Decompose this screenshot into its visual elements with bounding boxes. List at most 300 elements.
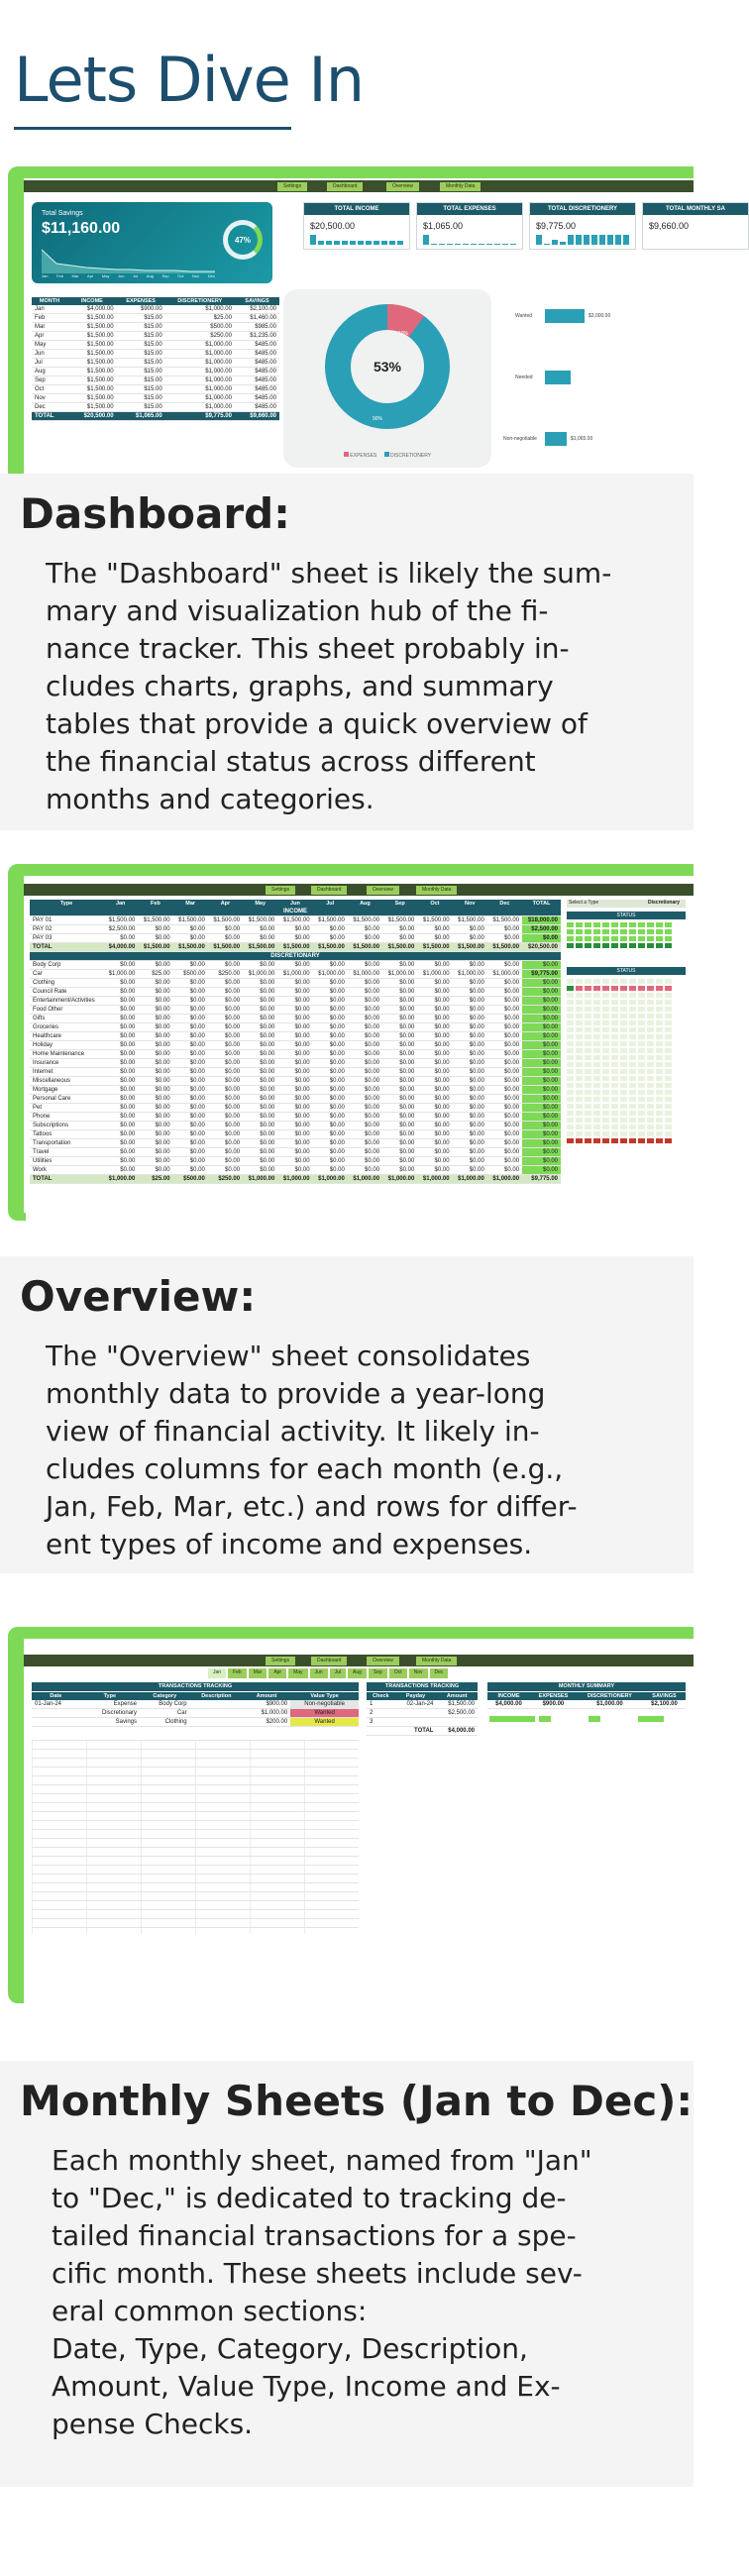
status-row: [567, 1062, 686, 1067]
table-header-row: [32, 1692, 359, 1700]
status-square: [638, 1014, 645, 1019]
tab-settings[interactable]: Settings: [277, 182, 307, 191]
table-cell: $1,500.00: [348, 916, 382, 925]
table-cell: $0.00: [138, 1006, 172, 1015]
table-row: [32, 332, 279, 341]
status-square: [567, 1131, 574, 1136]
table-cell: $0.00: [348, 961, 382, 970]
status-square: [647, 1069, 654, 1074]
tab-monthly-data[interactable]: Monthly Data: [440, 182, 481, 191]
table-cell[interactable]: $900.00: [243, 1700, 290, 1709]
table-cell: $1,500.00: [67, 332, 117, 341]
table-cell: $0.00: [453, 1148, 487, 1157]
table-header-row: [487, 1692, 686, 1700]
table-cell: Nov: [32, 394, 67, 403]
status-square: [585, 1125, 591, 1129]
table-cell: $1,500.00: [208, 943, 243, 952]
status-square: [585, 1090, 591, 1095]
status-square: [567, 979, 574, 984]
table-row: [30, 961, 561, 970]
page-title: Lets Dive In: [14, 44, 365, 116]
tab-dashboard[interactable]: Dashboard: [311, 1657, 347, 1665]
table-cell: $0.00: [453, 1122, 487, 1130]
table-cell: $0.00: [522, 979, 561, 988]
tab-monthly-data[interactable]: Monthly Data: [416, 1657, 457, 1665]
table-cell: $0.00: [487, 1122, 522, 1130]
table-cell: $1,000.00: [348, 1175, 382, 1184]
table-cell: $0.00: [243, 1041, 277, 1050]
table-cell[interactable]: [395, 1709, 437, 1718]
status-square: [647, 922, 654, 927]
table-cell[interactable]: $1,500.00: [436, 1700, 478, 1709]
status-square: [585, 1041, 591, 1046]
table-cell[interactable]: [190, 1718, 243, 1727]
table-cell: $0.00: [522, 1139, 561, 1148]
table-cell: $0.00: [277, 979, 312, 988]
column-header: Mar: [173, 900, 208, 908]
kpi-value: $9,660.00: [649, 221, 690, 231]
status-row: [567, 1041, 686, 1046]
kpi-label: TOTAL INCOME: [304, 203, 409, 215]
status-square: [602, 1131, 609, 1136]
monthly-accent-bar: [8, 1627, 694, 1639]
table-cell: $0.00: [487, 1068, 522, 1077]
table-cell[interactable]: 3: [367, 1718, 395, 1727]
status-square: [576, 1020, 583, 1025]
tab-month-apr[interactable]: Apr: [268, 1668, 286, 1678]
status-square: [576, 1034, 583, 1039]
table-row: [30, 1023, 561, 1032]
table-cell: $1,000.00: [243, 1175, 277, 1184]
table-cell[interactable]: [32, 1718, 80, 1727]
status-square: [647, 1007, 654, 1012]
table-cell: $0.00: [522, 1006, 561, 1015]
donut-center-label: 53%: [373, 359, 402, 375]
status-square: [602, 1097, 609, 1102]
status-row: [567, 1076, 686, 1081]
bar-label-wanted: Wanted: [515, 313, 533, 319]
table-cell: $4,000.00: [67, 305, 117, 314]
table-cell: TOTAL: [30, 1175, 103, 1184]
row-label: Subscriptions: [30, 1122, 103, 1130]
table-cell: $0.00: [208, 1104, 243, 1113]
table-cell[interactable]: [395, 1718, 437, 1727]
table-cell: $0.00: [453, 1130, 487, 1139]
status-square: [611, 1034, 618, 1039]
column-header: Dec: [487, 900, 522, 908]
table-cell: $0.00: [243, 1006, 277, 1015]
status-square: [602, 1055, 609, 1060]
table-cell: $0.00: [487, 1130, 522, 1139]
kpi-label: TOTAL EXPENSES: [417, 203, 522, 215]
table-cell: $0.00: [382, 1023, 417, 1032]
table-cell: $0.00: [522, 1032, 561, 1041]
status-square: [620, 1069, 627, 1074]
table-cell: $1,500.00: [277, 916, 312, 925]
status-square: [576, 1097, 583, 1102]
table-cell: $0.00: [417, 925, 452, 934]
type-selector-value: Discretionary: [648, 900, 680, 906]
status-square: [665, 1000, 672, 1005]
status-square: [576, 986, 583, 991]
table-cell: $0.00: [382, 925, 417, 934]
status-square: [576, 1131, 583, 1136]
table-cell: $0.00: [208, 979, 243, 988]
table-cell: $0.00: [243, 1032, 277, 1041]
table-cell: $18,000.00: [522, 916, 561, 925]
tab-month-aug[interactable]: Aug: [348, 1668, 367, 1678]
status-row: [567, 922, 686, 927]
table-cell: PAY 02: [30, 925, 103, 934]
status-square: [602, 1034, 609, 1039]
section-label: DISCRETIONARY: [30, 952, 561, 961]
table-cell: $0.00: [243, 1050, 277, 1059]
total-savings-card: [32, 202, 272, 283]
status-square: [593, 1138, 600, 1143]
table-row: [30, 1130, 561, 1139]
tab-overview[interactable]: Overview: [367, 886, 399, 895]
tab-monthly-data[interactable]: Monthly Data: [416, 886, 457, 895]
table-cell: $4,000.00: [103, 943, 138, 952]
tab-month-jan[interactable]: Jan: [208, 1668, 226, 1678]
status-square: [611, 1062, 618, 1067]
table-row: [30, 916, 561, 925]
table-cell: $0.00: [138, 1068, 172, 1077]
status-square: [602, 1111, 609, 1116]
table-cell: Jun: [32, 350, 67, 359]
table-cell: $0.00: [243, 979, 277, 988]
tab-month-feb[interactable]: Feb: [228, 1668, 247, 1678]
status-square: [611, 1020, 618, 1025]
status-square: [602, 929, 609, 934]
table-cell: $0.00: [138, 1122, 172, 1130]
table-cell: $0.00: [277, 1166, 312, 1175]
table-cell: Dec: [32, 403, 67, 412]
kpi-total-discretionery: [529, 202, 636, 250]
status-square: [576, 979, 583, 984]
column-header: EXPENSES: [117, 297, 165, 305]
status-square: [620, 1125, 627, 1129]
table-cell: $0.00: [313, 1113, 348, 1122]
table-cell[interactable]: $1,000.00: [243, 1709, 290, 1718]
status-square: [656, 1090, 663, 1095]
table-cell: $0.00: [453, 934, 487, 943]
table-cell[interactable]: Car: [140, 1709, 190, 1718]
table-cell: $0.00: [103, 1006, 138, 1015]
tab-month-dec[interactable]: Dec: [430, 1668, 449, 1678]
status-square: [656, 1083, 663, 1088]
table-cell: $0.00: [103, 961, 138, 970]
table-cell: $0.00: [382, 1122, 417, 1130]
table-cell: $485.00: [235, 385, 279, 394]
table-cell: $0.00: [173, 1095, 208, 1104]
tab-month-oct[interactable]: Oct: [389, 1668, 407, 1678]
status-square: [611, 936, 618, 941]
status-square: [593, 1034, 600, 1039]
tab-month-may[interactable]: May: [288, 1668, 307, 1678]
table-cell[interactable]: 1: [367, 1700, 395, 1709]
table-cell: $0.00: [348, 1032, 382, 1041]
table-cell[interactable]: $200.00: [243, 1718, 290, 1727]
table-cell: $0.00: [417, 1122, 452, 1130]
sparkline-month-label: Dec: [207, 273, 215, 278]
table-cell: $0.00: [487, 1139, 522, 1148]
kpi-value: $9,775.00: [536, 221, 577, 231]
table-cell: $0.00: [313, 1006, 348, 1015]
table-cell: $0.00: [173, 1077, 208, 1086]
table-cell: $0.00: [277, 961, 312, 970]
table-cell: $1,500.00: [138, 943, 172, 952]
tab-overview[interactable]: Overview: [367, 1657, 399, 1665]
status-square: [585, 1076, 591, 1081]
table-cell: $0.00: [417, 1041, 452, 1050]
table-cell[interactable]: Wanted: [290, 1709, 359, 1718]
column-header: Date: [32, 1692, 80, 1700]
table-cell: $0.00: [173, 1086, 208, 1095]
table-cell: $0.00: [243, 1015, 277, 1023]
status-square: [611, 1027, 618, 1032]
income-checks-table: [367, 1692, 478, 1736]
table-cell: $0.00: [487, 1113, 522, 1122]
table-cell[interactable]: 2: [367, 1709, 395, 1718]
status-square: [620, 1055, 627, 1060]
summary-bar-savings: [638, 1716, 664, 1722]
row-label: Entertainment/Activities: [30, 997, 103, 1006]
table-cell: $0.00: [487, 1050, 522, 1059]
table-row: [32, 368, 279, 376]
table-cell: May: [32, 341, 67, 350]
table-cell: $0.00: [382, 1050, 417, 1059]
table-cell[interactable]: 01-Jan-24: [32, 1700, 80, 1709]
table-total-row: [30, 943, 561, 952]
sparkline-month-label: Apr: [87, 273, 94, 278]
table-cell[interactable]: Non-negotiable: [290, 1700, 359, 1709]
status-square: [593, 1111, 600, 1116]
table-cell[interactable]: [190, 1709, 243, 1718]
table-cell: $0.00: [453, 1139, 487, 1148]
status-square: [567, 929, 574, 934]
table-cell: $1,500.00: [243, 943, 277, 952]
table-cell: $0.00: [103, 1166, 138, 1175]
status-square: [593, 1020, 600, 1025]
table-row: [32, 305, 279, 314]
status-square: [585, 1138, 591, 1143]
table-cell: $0.00: [138, 961, 172, 970]
status-square: [611, 1007, 618, 1012]
kpi-label: TOTAL DISCRETIONERY: [530, 203, 635, 215]
tab-settings[interactable]: Settings: [266, 886, 295, 895]
table-cell: $0.00: [417, 988, 452, 997]
status-square: [602, 1138, 609, 1143]
tab-dashboard[interactable]: Dashboard: [311, 886, 347, 895]
table-cell: $0.00: [348, 1113, 382, 1122]
table-cell[interactable]: [190, 1700, 243, 1709]
table-cell[interactable]: Discretionary: [80, 1709, 140, 1718]
status-square: [629, 1076, 636, 1081]
table-row: [30, 1059, 561, 1068]
status-square: [585, 1014, 591, 1019]
table-cell: $0.00: [103, 1059, 138, 1068]
status-square: [576, 993, 583, 998]
table-cell: $485.00: [235, 350, 279, 359]
status-square: [593, 1027, 600, 1032]
table-cell: $900.00: [117, 305, 165, 314]
status-square: [638, 1062, 645, 1067]
table-cell: $0.00: [348, 1023, 382, 1032]
table-cell: $900.00: [530, 1700, 577, 1709]
tab-month-sep[interactable]: Sep: [369, 1668, 387, 1678]
table-row: [367, 1709, 478, 1718]
table-cell: $0.00: [208, 1122, 243, 1130]
status-square: [647, 1055, 654, 1060]
table-cell: $0.00: [138, 1077, 172, 1086]
table-row: [30, 1139, 561, 1148]
status-square: [567, 1062, 574, 1067]
status-square: [593, 1097, 600, 1102]
text-line: mary and visualization hub of the fi-: [46, 594, 549, 627]
bar-needed: [545, 371, 571, 384]
sparkline-month-label: May: [101, 273, 110, 278]
status-square: [567, 1048, 574, 1053]
overview-table: [30, 900, 561, 1184]
bar-value-wanted: $3,000.00: [588, 313, 611, 319]
table-cell: $0.00: [522, 1041, 561, 1050]
status-row: [567, 1118, 686, 1123]
column-header: EXPENSES: [530, 1692, 577, 1700]
table-cell[interactable]: Savings: [80, 1718, 140, 1727]
text-line: cludes columns for each month (e.g.,: [46, 1452, 564, 1485]
status-square: [665, 979, 672, 984]
table-cell: $1,000.00: [165, 376, 235, 385]
status-square: [602, 1014, 609, 1019]
status-row: [567, 943, 686, 948]
table-cell: $0.00: [522, 1104, 561, 1113]
table-cell: $0.00: [103, 1139, 138, 1148]
table-cell: $1,065.00: [117, 412, 165, 421]
table-cell: $0.00: [277, 1023, 312, 1032]
status-square: [593, 1007, 600, 1012]
table-cell: $1,500.00: [103, 916, 138, 925]
table-cell: $1,500.00: [348, 943, 382, 952]
status-square: [602, 986, 609, 991]
tab-month-jun[interactable]: Jun: [310, 1668, 328, 1678]
table-cell: $1,000.00: [577, 1700, 643, 1709]
table-cell: $0.00: [453, 1104, 487, 1113]
table-cell: $0.00: [208, 1095, 243, 1104]
status-square: [611, 1125, 618, 1129]
table-cell[interactable]: $2,500.00: [436, 1709, 478, 1718]
status-square: [611, 922, 618, 927]
table-cell: $0.00: [453, 1068, 487, 1077]
table-cell: $0.00: [243, 997, 277, 1006]
table-cell[interactable]: Wanted: [290, 1718, 359, 1727]
table-cell: $0.00: [138, 1023, 172, 1032]
table-cell: $0.00: [103, 1095, 138, 1104]
table-cell: $0.00: [348, 1148, 382, 1157]
donut-card: [283, 289, 491, 468]
table-total-row: [30, 1175, 561, 1184]
table-cell[interactable]: 02-Jan-24: [395, 1700, 437, 1709]
table-cell: $0.00: [208, 1130, 243, 1139]
tab-month-mar[interactable]: Mar: [249, 1668, 268, 1678]
column-header: DISCRETIONERY: [165, 297, 235, 305]
table-cell[interactable]: [32, 1709, 80, 1718]
column-header: Amount: [243, 1692, 290, 1700]
status-square: [629, 1041, 636, 1046]
status-square: [567, 1118, 574, 1123]
status-square: [656, 1007, 663, 1012]
status-square: [656, 1138, 663, 1143]
tab-settings[interactable]: Settings: [266, 1657, 295, 1665]
status-square: [656, 936, 663, 941]
status-square: [567, 1041, 574, 1046]
type-selector[interactable]: [567, 900, 686, 908]
tab-dashboard[interactable]: Dashboard: [327, 182, 363, 191]
table-cell: $0.00: [382, 979, 417, 988]
status-square: [602, 1000, 609, 1005]
tab-month-nov[interactable]: Nov: [409, 1668, 428, 1678]
status-square: [611, 1097, 618, 1102]
table-cell: $0.00: [173, 979, 208, 988]
status-square: [602, 943, 609, 948]
status-square: [656, 1062, 663, 1067]
status-row: [567, 1020, 686, 1025]
status-row: [567, 1090, 686, 1095]
table-cell: $15.00: [117, 368, 165, 376]
table-cell: $0.00: [487, 925, 522, 934]
table-cell: $0.00: [313, 1148, 348, 1157]
tab-overview[interactable]: Overview: [386, 182, 419, 191]
tab-month-jul[interactable]: Jul: [330, 1668, 346, 1678]
status-square: [593, 979, 600, 984]
status-square: [638, 1097, 645, 1102]
row-label: Gifts: [30, 1015, 103, 1023]
status-square: [585, 936, 591, 941]
table-cell[interactable]: [436, 1718, 478, 1727]
table-cell: $0.00: [522, 1157, 561, 1166]
table-cell: $1,500.00: [313, 916, 348, 925]
table-cell: $1,500.00: [243, 916, 277, 925]
table-cell: $0.00: [487, 1104, 522, 1113]
table-cell: $0.00: [417, 1104, 452, 1113]
table-row: [30, 1068, 561, 1077]
kpi-value: $20,500.00: [310, 221, 356, 231]
status-square: [638, 993, 645, 998]
sparkline-month-label: Jan: [42, 273, 49, 278]
overview-screenshot: [24, 876, 694, 1213]
status-square: [576, 936, 583, 941]
value-type-bar-chart: [497, 289, 694, 468]
section-label: INCOME: [30, 908, 561, 916]
status-square: [585, 1062, 591, 1067]
table-row: [487, 1700, 686, 1709]
status-square: [620, 1000, 627, 1005]
status-square: [567, 1007, 574, 1012]
table-cell[interactable]: Expense: [80, 1700, 140, 1709]
table-cell: $0.00: [103, 1041, 138, 1050]
status-row: [567, 1000, 686, 1005]
table-cell[interactable]: Body Corp: [140, 1700, 190, 1709]
table-cell[interactable]: Clothing: [140, 1718, 190, 1727]
table-cell: $0.00: [103, 979, 138, 988]
status-square: [629, 1131, 636, 1136]
column-header: Payday: [395, 1692, 437, 1700]
monthly-summary-mini: [487, 1692, 686, 1709]
status-square: [647, 1014, 654, 1019]
table-cell: $0.00: [313, 1095, 348, 1104]
column-header: DISCRETIONERY: [577, 1692, 643, 1700]
status-square: [665, 1034, 672, 1039]
